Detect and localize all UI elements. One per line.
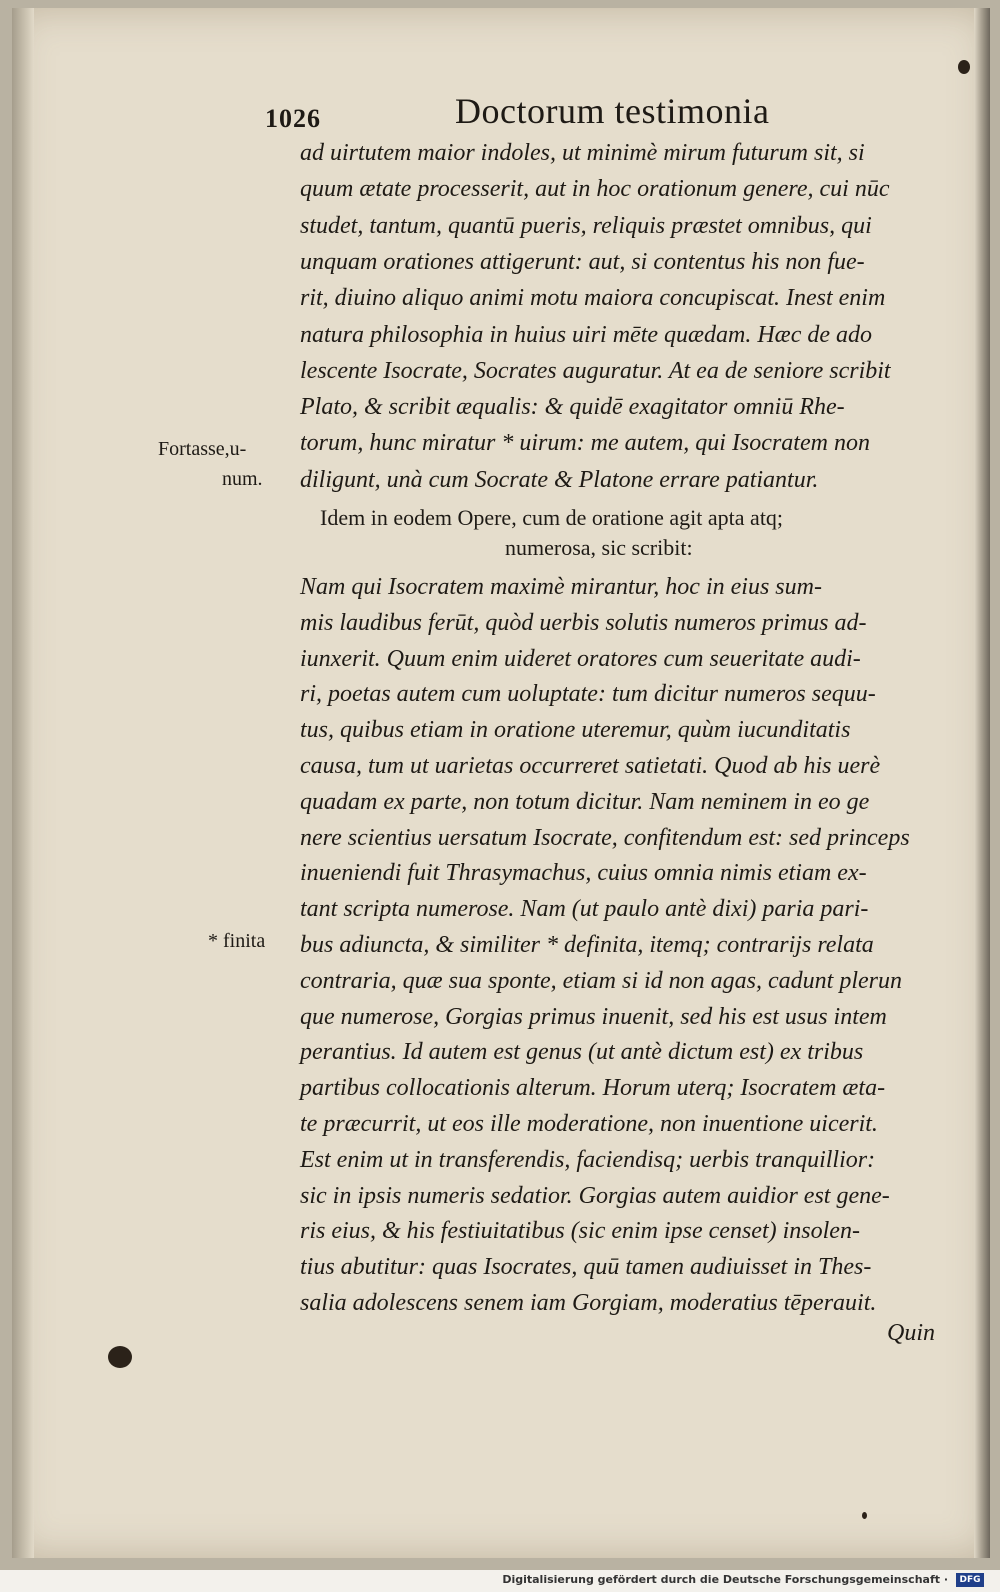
text-line: ad uirtutem maior indoles, ut minimè mirum futurum sit, si xyxy=(300,140,865,166)
margin-note-num: num. xyxy=(222,468,263,490)
text-line: ris eius, & his festiuitatibus (sic enim ipse censet) insolen- xyxy=(300,1218,860,1245)
text-line: quum ætate processerit, aut in hoc orationum genere, cui nūc xyxy=(300,176,890,203)
text-line: nere scientius uersatum Isocrate, confitendum est: sed princeps xyxy=(300,824,910,851)
text-line: te præcurrit, ut eos ille moderatione, non inuentione uicerit. xyxy=(300,1111,878,1137)
text-line: ri, poetas autem cum uoluptate: tum dicitur numeros sequu- xyxy=(300,681,876,708)
page-gutter-shadow xyxy=(12,8,34,1558)
footer-bar xyxy=(0,1570,1000,1592)
text-line: contraria, quæ sua sponte, etiam si id non agas, cadunt plerun xyxy=(300,967,902,994)
text-line: Nam qui Isocratem maximè mirantur, hoc in eius sum- xyxy=(300,574,822,600)
text-line: quadam ex parte, non totum dicitur. Nam neminem in eo ge xyxy=(300,788,870,815)
text-line: sic in ipsis numeris sedatior. Gorgias autem auidior est gene- xyxy=(300,1182,890,1209)
page-fore-edge xyxy=(974,8,990,1558)
text-line: mis laudibus ferūt, quòd uerbis solutis numeros primus ad- xyxy=(300,609,867,636)
text-line: Idem in eodem Opere, cum de oratione agit apta atq; xyxy=(320,505,784,530)
page-number: 1026 xyxy=(265,104,321,133)
margin-note-fortasse: Fortasse,u- xyxy=(158,438,247,460)
funding-credit: Digitalisierung gefördert durch die Deutsche Forschungsgemeinschaft · xyxy=(502,1573,948,1586)
text-line: Est enim ut in transferendis, faciendisq; uerbis tranquillior: xyxy=(300,1146,876,1173)
running-title: Doctorum testimonia xyxy=(455,91,770,131)
text-line: diligunt, unà cum Socrate & Platone errare patiantur. xyxy=(300,466,819,493)
text-line: salia adolescens senem iam Gorgiam, moderatius tēperauit. xyxy=(300,1290,877,1316)
text-line: rit, diuino aliquo animi motu maiora concupiscat. Inest enim xyxy=(300,285,886,312)
text-line: causa, tum ut uarietas occurreret satietati. Quod ab his uerè xyxy=(300,753,881,779)
ink-stain xyxy=(108,1346,132,1368)
text-line: perantius. Id autem est genus (ut antè dictum est) ex tribus xyxy=(300,1039,864,1066)
catchword: Quin xyxy=(887,1320,935,1346)
dfg-logo: DFG xyxy=(956,1573,984,1587)
ink-stain xyxy=(862,1512,867,1519)
text-line: que numerose, Gorgias primus inuenit, sed his est usus intem xyxy=(300,1003,887,1030)
text-line: inueniendi fuit Thrasymachus, cuius omnia nimis etiam ex- xyxy=(300,860,867,887)
text-line: lescente Isocrate, Socrates auguratur. At ea de seniore scribit xyxy=(300,357,891,384)
margin-note-finita: * finita xyxy=(208,930,266,952)
text-line: iunxerit. Quum enim uideret oratores cum seueritate audi- xyxy=(300,645,861,672)
text-line: Plato, & scribit æqualis: & quidē exagitator omniū Rhe- xyxy=(300,394,845,421)
text-line: bus adiuncta, & similiter * definita, itemq; contrarijs relata xyxy=(300,932,874,958)
running-head xyxy=(265,90,805,136)
text-line: natura philosophia in huius uiri mēte quædam. Hæc de ado xyxy=(300,321,872,348)
text-line: torum, hunc miratur * uirum: me autem, qui Isocratem non xyxy=(300,430,870,457)
text-line: unquam orationes attigerunt: aut, si contentus his non fue- xyxy=(300,248,865,275)
ink-stain xyxy=(958,60,970,74)
text-line: numerosa, sic scribit: xyxy=(505,535,693,560)
text-line: tus, quibus etiam in oratione uteremur, quùm iucunditatis xyxy=(300,717,851,744)
text-line: partibus collocationis alterum. Horum uterq; Isocratem æta- xyxy=(300,1075,886,1102)
text-line: tant scripta numerose. Nam (ut paulo antè dixi) paria pari- xyxy=(300,896,869,923)
text-line: studet, tantum, quantū pueris, reliquis præstet omnibus, qui xyxy=(300,212,872,239)
text-line: tius abutitur: quas Isocrates, quū tamen audiuisset in Thes- xyxy=(300,1254,872,1281)
